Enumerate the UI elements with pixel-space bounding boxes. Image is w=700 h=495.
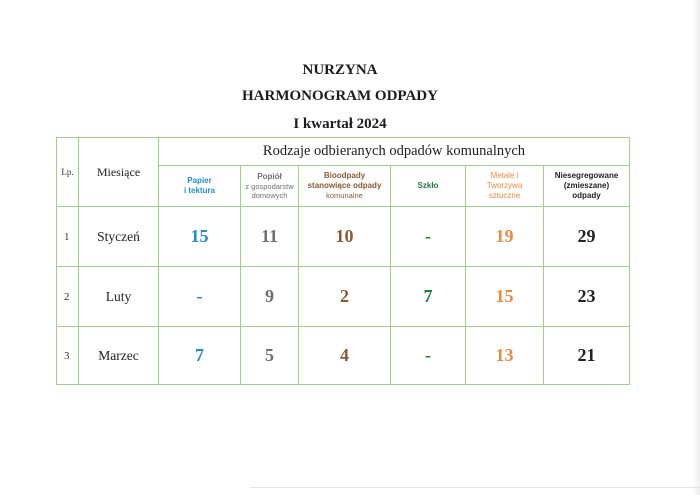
cell-metal: 13: [466, 327, 544, 385]
page-edge-shadow: [692, 0, 700, 495]
header-schedule-title: HARMONOGRAM ODPADY: [242, 88, 438, 104]
header-ash: Popiół z gospodarstw domowych: [241, 166, 299, 207]
cell-mixed: 29: [544, 207, 630, 267]
header-lp: Lp.: [57, 138, 79, 207]
header-paper: Papier i tektura: [159, 166, 241, 207]
cell-metal: 19: [466, 207, 544, 267]
table-row: [57, 327, 630, 385]
cell-metal: 15: [466, 267, 544, 327]
row-number: 1: [57, 207, 79, 267]
row-month: Luty: [79, 267, 159, 327]
table-row: [57, 267, 630, 327]
cell-bio: 2: [299, 267, 391, 327]
header-bio: Bioodpady stanowiące odpady komunalne: [299, 166, 391, 207]
cell-bio: 10: [299, 207, 391, 267]
header-town: NURZYNA: [302, 62, 378, 78]
cell-ash: 11: [241, 207, 299, 267]
cell-bio: 4: [299, 327, 391, 385]
row-number: 3: [57, 327, 79, 385]
header-quarter: I kwartał 2024: [293, 116, 387, 132]
cell-paper: 15: [159, 207, 241, 267]
cell-glass: -: [391, 207, 466, 267]
header-months: Miesiące: [79, 138, 159, 207]
header-waste-types: Rodzaje odbieranych odpadów komunalnych: [159, 138, 630, 166]
row-number: 2: [57, 267, 79, 327]
cell-paper: 7: [159, 327, 241, 385]
table-row: [57, 207, 630, 267]
cell-glass: 7: [391, 267, 466, 327]
row-month: Styczeń: [79, 207, 159, 267]
row-month: Marzec: [79, 327, 159, 385]
cell-glass: -: [391, 327, 466, 385]
cell-mixed: 23: [544, 267, 630, 327]
cell-paper: -: [159, 267, 241, 327]
header-mixed: Niesegregowane (zmieszane) odpady: [544, 166, 630, 207]
cell-ash: 9: [241, 267, 299, 327]
waste-schedule-table: [56, 137, 630, 385]
page-bottom-line: [250, 487, 700, 488]
cell-mixed: 21: [544, 327, 630, 385]
cell-ash: 5: [241, 327, 299, 385]
header-glass: Szkło: [391, 166, 466, 207]
header-metal: Metale i Tworzywa sztuczne: [466, 166, 544, 207]
